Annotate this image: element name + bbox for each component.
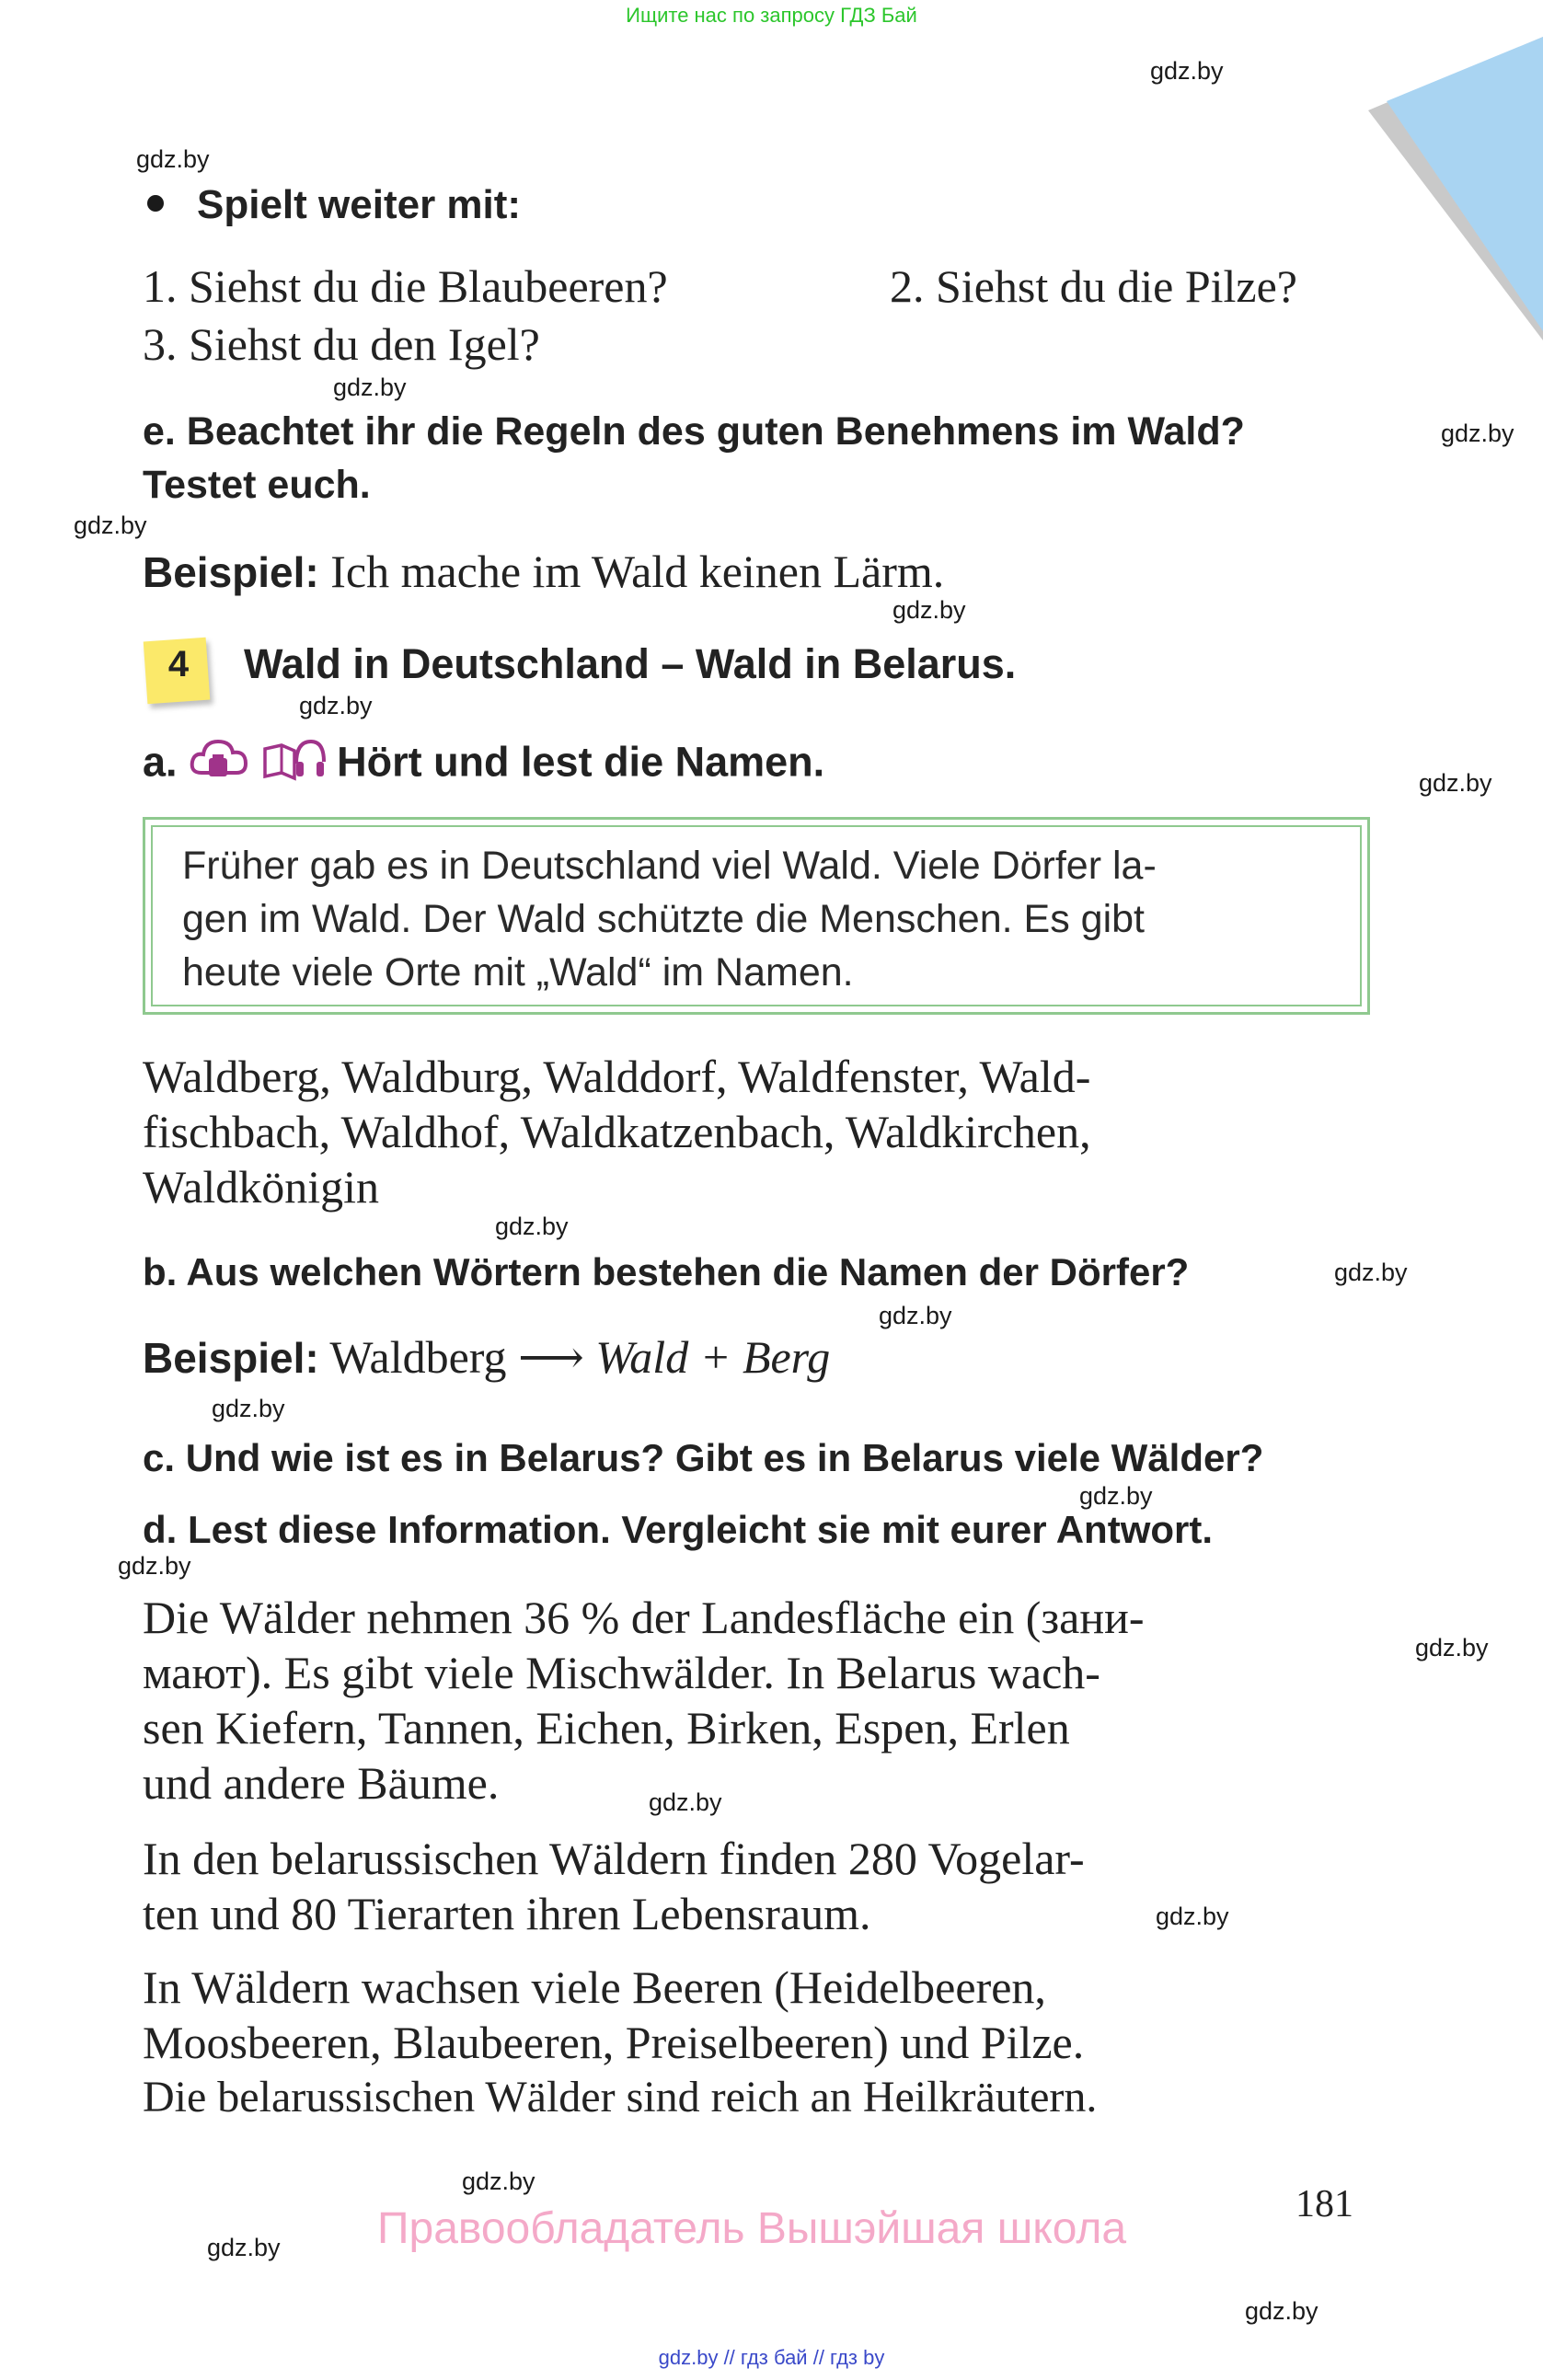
exercise-number: 4 <box>167 644 190 684</box>
task-e-line-1: e. Beachtet ihr die Regeln des guten Benehmens im Wald? <box>143 409 1245 454</box>
footer-links[interactable]: gdz.by // гдз бай // гдз by <box>658 2346 885 2369</box>
page-number: 181 <box>1295 2183 1353 2225</box>
task-a <box>143 736 824 794</box>
watermark: gdz.by <box>212 1395 285 1422</box>
task-d: d. Lest diese Information. Vergleicht sie mit eurer Antwort. <box>143 1508 1214 1551</box>
watermark: gdz.by <box>462 2167 535 2195</box>
bullet-heading-text: Spielt weiter mit: <box>197 182 522 227</box>
watermark: gdz.by <box>879 1302 952 1329</box>
example-b <box>143 1330 830 1384</box>
watermark: gdz.by <box>1245 2297 1318 2325</box>
watermark: gdz.by <box>649 1788 722 1816</box>
example-word: Waldberg <box>329 1331 507 1383</box>
example-label: Beispiel: <box>143 1334 319 1382</box>
names-line: Waldkönigin <box>143 1161 380 1213</box>
watermark: gdz.by <box>892 596 966 624</box>
paragraph-line: In den belarussischen Wäldern finden 280 Vogelar- <box>143 1833 1085 1884</box>
watermark: gdz.by <box>1156 1903 1229 1930</box>
top-banner[interactable]: Ищите нас по запросу ГДЗ Бай <box>626 4 917 27</box>
names-line: Waldberg, Waldburg, Walddorf, Waldfenster, Wald- <box>143 1051 1091 1102</box>
watermark: gdz.by <box>1419 769 1492 797</box>
question-1: 1. Siehst du die Blaubeeren? <box>143 260 668 312</box>
watermark: gdz.by <box>1150 57 1224 85</box>
info-paragraph-1 <box>143 1590 1369 1811</box>
book-audio-icon[interactable] <box>261 736 326 794</box>
watermark: gdz.by <box>1441 420 1514 447</box>
bullet-heading <box>147 182 521 228</box>
task-b: b. Aus welchen Wörtern bestehen die Namen der Dörfer? <box>143 1250 1190 1293</box>
task-a-prefix: a. <box>143 738 178 786</box>
names-line: fischbach, Waldhof, Waldkatzenbach, Waldkirchen, <box>143 1106 1091 1157</box>
paragraph-line: ten und 80 Tierarten ihren Lebensraum. <box>143 1888 871 1939</box>
info-box-line: gen im Wald. Der Wald schützte die Menschen. Es gibt <box>182 897 1145 941</box>
question-3: 3. Siehst du den Igel? <box>143 318 540 370</box>
bullet-dot-icon <box>147 195 164 212</box>
paragraph-line: Moosbeeren, Blaubeeren, Preiselbeeren) und Pilze. <box>143 2017 1085 2068</box>
watermark: gdz.by <box>118 1552 191 1580</box>
task-a-text: Hört und lest die Namen. <box>337 738 825 786</box>
copyright-notice: Правообладатель Вышэйшая школа <box>377 2204 1127 2253</box>
question-2: 2. Siehst du die Pilze? <box>890 260 1297 312</box>
watermark: gdz.by <box>299 692 373 719</box>
task-c: c. Und wie ist es in Belarus? Gibt es in Belarus viele Wälder? <box>143 1436 1264 1479</box>
task-e-line-2: Testet euch. <box>143 463 371 507</box>
page-corner-decoration <box>1341 37 1543 350</box>
watermark: gdz.by <box>136 145 210 173</box>
example-result: Wald + Berg <box>595 1331 831 1383</box>
info-box-text <box>182 839 1332 999</box>
paragraph-line: In Wäldern wachsen viele Beeren (Heidelbeeren, <box>143 1961 1046 2013</box>
cloud-audio-icon[interactable] <box>189 736 249 794</box>
info-box-line: heute viele Orte mit „Wald“ im Namen. <box>182 950 854 995</box>
exercise-title: Wald in Deutschland – Wald in Belarus. <box>244 640 1017 687</box>
paragraph-line: sen Kiefern, Tannen, Eichen, Birken, Espen, Erlen <box>143 1702 1070 1753</box>
example-text: Ich mache im Wald keinen Lärm. <box>330 546 945 597</box>
info-paragraph-3 <box>143 1960 1369 2125</box>
watermark: gdz.by <box>74 512 147 539</box>
watermark: gdz.by <box>495 1213 569 1240</box>
names-list <box>143 1049 1369 1214</box>
watermark: gdz.by <box>1334 1259 1408 1286</box>
info-box-line: Früher gab es in Deutschland viel Wald. Viele Dörfer la- <box>182 844 1157 888</box>
watermark: gdz.by <box>1079 1482 1153 1510</box>
watermark: gdz.by <box>207 2234 281 2261</box>
info-paragraph-2 <box>143 1831 1369 1941</box>
paragraph-line: Die Wälder nehmen 36 % der Landesfläche ein (зани- <box>143 1592 1145 1643</box>
paragraph-line: Die belarussischen Wälder sind reich an Heilkräutern. <box>143 2073 1098 2121</box>
watermark: gdz.by <box>333 374 407 401</box>
example-e <box>143 545 944 598</box>
arrow-icon: ⟶ <box>518 1331 584 1383</box>
paragraph-line: und andere Bäume. <box>143 1757 500 1809</box>
example-label: Beispiel: <box>143 548 319 596</box>
watermark: gdz.by <box>1415 1634 1489 1661</box>
paragraph-line: мают). Es gibt viele Mischwälder. In Belarus wach- <box>143 1647 1100 1698</box>
